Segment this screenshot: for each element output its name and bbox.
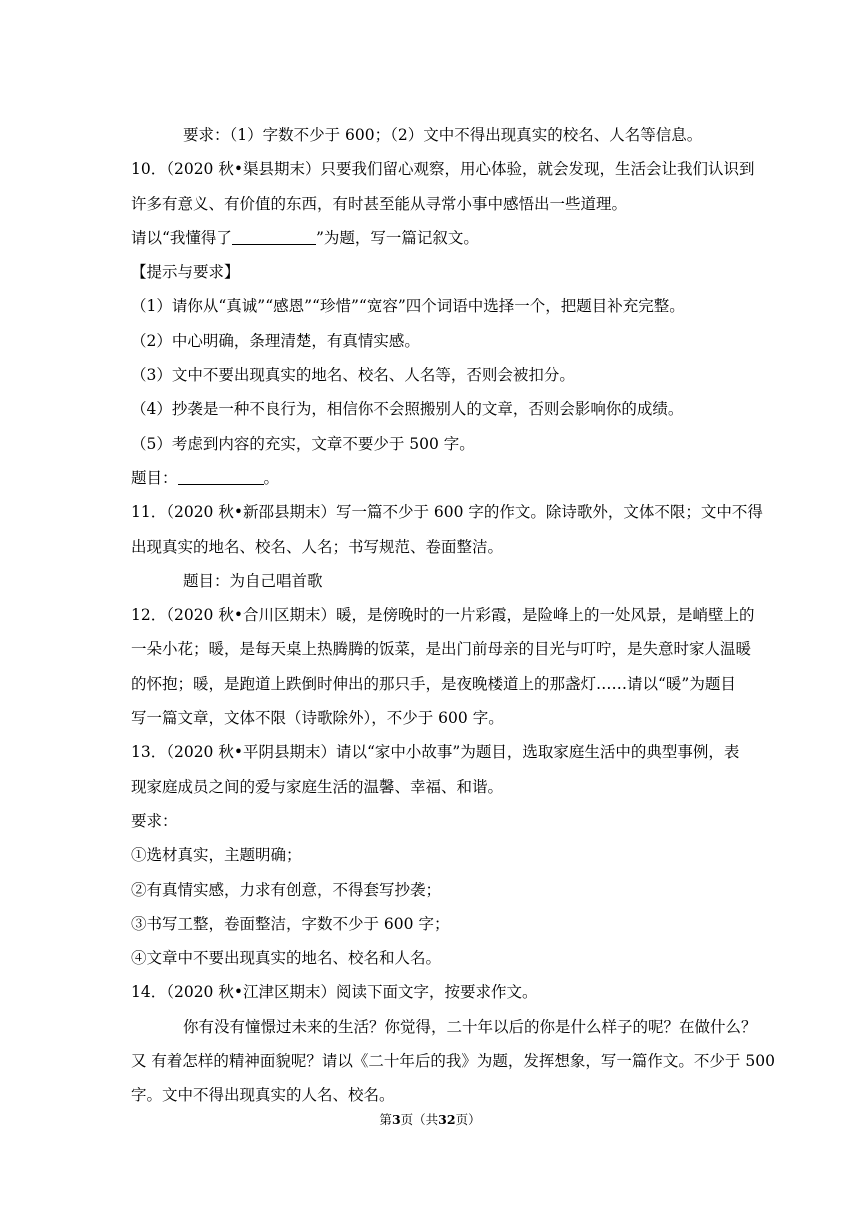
footer-middle: 页（共 bbox=[400, 1112, 439, 1127]
hint-heading: 【提示与要求】 bbox=[131, 263, 240, 282]
title-period: 。 bbox=[263, 468, 280, 487]
q13-req-2: ②有真情实感，力求有创意，不得套写抄袭； bbox=[131, 880, 442, 899]
q13-req-4: ④文章中不要出现真实的地名、校名和人名。 bbox=[131, 949, 442, 968]
q13-req-1: ①选材真实，主题明确； bbox=[131, 846, 302, 865]
q13-line-1: 13．（2020 秋•平阴县期末）请以“家中小故事”为题目，选取家庭生活中的典型事例，表 bbox=[131, 743, 740, 762]
hint-item-4: （4）抄袭是一种不良行为，相信你不会照搬别人的文章，否则会影响你的成绩。 bbox=[131, 400, 684, 419]
q14-line-1: 14．（2020 秋•江津区期末）阅读下面文字，按要求作文。 bbox=[131, 983, 538, 1002]
title-label: 题目： bbox=[131, 468, 178, 487]
q10-line-2: 许多有意义、有价值的东西，有时甚至能从寻常小事中感悟出一些道理。 bbox=[131, 194, 628, 213]
q10-line-1: 10．（2020 秋•渠县期末）只要我们留心观察，用心体验，就会发现，生活会让我们认识到 bbox=[131, 160, 755, 179]
q14-line-3: 又 有着怎样的精神面貌呢？请以《二十年后的我》为题，发挥想象，写一篇作文。不少于 500 bbox=[131, 1052, 775, 1071]
q14-line-4: 字。文中不得出现真实的人名、校名。 bbox=[131, 1086, 395, 1105]
title-blank bbox=[178, 468, 264, 485]
footer-prefix: 第 bbox=[379, 1112, 392, 1127]
page-footer bbox=[0, 1110, 860, 1128]
q11-line-1: 11．（2020 秋•新邵县期末）写一篇不少于 600 字的作文。除诗歌外，文体不限；文中不得 bbox=[131, 503, 763, 522]
requirement-line: 要求：（1）字数不少于 600；（2）文中不得出现真实的校名、人名等信息。 bbox=[183, 126, 703, 144]
hint-item-5: （5）考虑到内容的充实，文章不要少于 500 字。 bbox=[131, 434, 475, 453]
q10-title-line bbox=[131, 461, 741, 495]
hint-item-2: （2）中心明确，条理清楚，有真情实感。 bbox=[131, 331, 420, 350]
q13-req-3: ③书写工整，卷面整洁，字数不少于 600 字； bbox=[131, 914, 450, 933]
fill-blank bbox=[232, 228, 316, 245]
q11-line-2: 出现真实的地名、校名、人名；书写规范、卷面整洁。 bbox=[131, 537, 504, 556]
q12-line-3: 的怀抱；暖，是跑道上跌倒时伸出的那只手，是夜晚楼道上的那盏灯……请以“暖”为题目 bbox=[131, 674, 736, 693]
hint-item-3: （3）文中不要出现真实的地名、校名、人名等，否则会被扣分。 bbox=[131, 366, 575, 385]
hint-item-1: （1）请你从“真诚”“感恩”“珍惜”“宽容”四个词语中选择一个，把题目补充完整。 bbox=[131, 297, 685, 316]
q11-title: 题目：为自己唱首歌 bbox=[183, 571, 323, 590]
q12-line-4: 写一篇文章，文体不限（诗歌除外），不少于 600 字。 bbox=[131, 709, 504, 728]
q10-prompt-start: 请以“我懂得了 bbox=[131, 228, 232, 247]
footer-page-number: 3 bbox=[391, 1112, 401, 1127]
footer-total-pages: 32 bbox=[438, 1112, 456, 1127]
q10-prompt-end: ”为题，写一篇记叙文。 bbox=[315, 228, 479, 247]
q14-line-2: 你有没有憧憬过未来的生活？你觉得，二十年以后的你是什么样子的呢？在做什么？ bbox=[183, 1017, 757, 1036]
q12-line-1: 12．（2020 秋•合川区期末）暖，是傍晚时的一片彩霞，是险峰上的一处风景，是峭壁上的 bbox=[131, 606, 755, 625]
document-body bbox=[131, 118, 775, 1113]
q12-line-2: 一朵小花；暖，是每天桌上热腾腾的饭菜，是出门前母亲的目光与叮咛，是失意时家人温暖 bbox=[131, 640, 752, 659]
footer-suffix: 页） bbox=[455, 1112, 481, 1127]
q13-requirement-label: 要求： bbox=[131, 811, 178, 830]
q10-prompt bbox=[131, 221, 741, 255]
q13-line-2: 现家庭成员之间的爱与家庭生活的温馨、幸福、和谐。 bbox=[131, 777, 504, 796]
